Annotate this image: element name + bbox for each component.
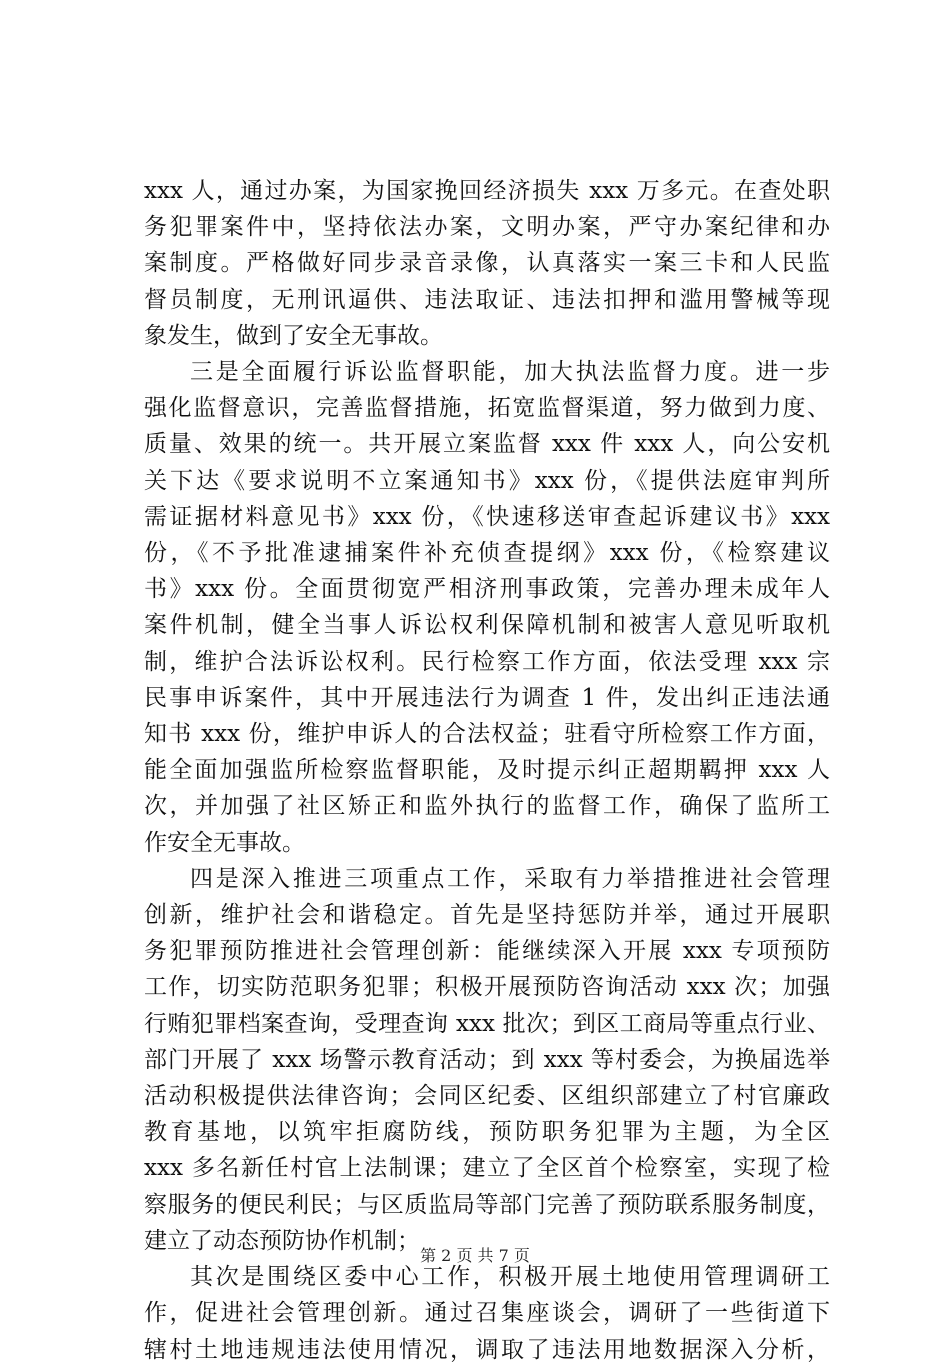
text-line: 案件机制，健全当事人诉讼权利保障机制和被害人意见听取机 [144,612,830,639]
text-line: 作，促进社会管理创新。通过召集座谈会，调研了一些街道下 [144,1300,830,1327]
text-line: 创新，维护社会和谐稳定。首先是坚持惩防并举，通过开展职 [144,902,830,929]
text-line: 四是深入推进三项重点工作，采取有力举措推进社会管理 [190,865,830,892]
text-line: 强化监督意识，完善监督措施，拓宽监督渠道，努力做到力度、 [144,395,830,422]
text-line: 部门开展了 xxx 场警示教育活动；到 xxx 等村委会，为换届选举 [144,1046,830,1073]
text-line: 察服务的便民利民；与区质监局等部门完善了预防联系服务制度， [144,1191,830,1218]
page-footer: 第 2 页 共 7 页 [420,1246,530,1265]
text-line: 案制度。严格做好同步录音录像，认真落实一案三卡和人民监 [144,250,830,277]
text-line: 其次是围绕区委中心工作，积极开展土地使用管理调研工 [190,1264,830,1291]
text-line: 三是全面履行诉讼监督职能，加大执法监督力度。进一步 [190,359,830,386]
text-line: 次，并加强了社区矫正和监外执行的监督工作，确保了监所工 [144,793,830,820]
text-line: 工作，切实防范职务犯罪；积极开展预防咨询活动 xxx 次；加强 [144,974,830,1001]
text-line: xxx 多名新任村官上法制课；建立了全区首个检察室，实现了检 [144,1155,830,1182]
text-line: 民事申诉案件，其中开展违法行为调查 1 件，发出纠正违法通 [144,684,830,711]
text-line: 质量、效果的统一。共开展立案监督 xxx 件 xxx 人，向公安机 [144,431,830,458]
document-body [144,173,830,1368]
text-line: 需证据材料意见书》xxx 份，《快速移送审查起诉建议书》xxx [144,503,830,530]
text-line: 务犯罪案件中，坚持依法办案，文明办案，严守办案纪律和办 [144,214,830,241]
text-line: xxx 人，通过办案，为国家挽回经济损失 xxx 万多元。在查处职 [144,178,830,204]
text-line: 教育基地，以筑牢拒腐防线，预防职务犯罪为主题，为全区 [144,1119,830,1146]
text-line: 份，《不予批准逮捕案件补充侦查提纲》xxx 份，《检察建议 [144,540,830,567]
text-line: 活动积极提供法律咨询；会同区纪委、区组织部建立了村官廉政 [144,1083,830,1110]
text-line: 行贿犯罪档案查询，受理查询 xxx 批次；到区工商局等重点行业、 [144,1010,830,1037]
text-line: 能全面加强监所检察监督职能，及时提示纠正超期羁押 xxx 人 [144,757,830,784]
text-line: 督员制度，无刑讯逼供、违法取证、违法扣押和滥用警械等现 [144,286,830,313]
text-line: 建立了动态预防协作机制； [144,1227,420,1254]
text-line: 书》xxx 份。全面贯彻宽严相济刑事政策，完善办理未成年人 [144,576,830,603]
text-line: 制，维护合法诉讼权利。民行检察工作方面，依法受理 xxx 宗 [144,648,830,675]
text-line: 务犯罪预防推进社会管理创新：能继续深入开展 xxx 专项预防 [144,938,830,965]
text-line: 关下达《要求说明不立案通知书》xxx 份，《提供法庭审判所 [144,467,830,494]
text-line: 辖村土地违规违法使用情况，调取了违法用地数据深入分析， [144,1336,830,1363]
text-line: 象发生，做到了安全无事故。 [144,322,443,349]
text-line: 作安全无事故。 [144,829,305,856]
text-line: 知书 xxx 份，维护申诉人的合法权益；驻看守所检察工作方面， [144,721,830,748]
